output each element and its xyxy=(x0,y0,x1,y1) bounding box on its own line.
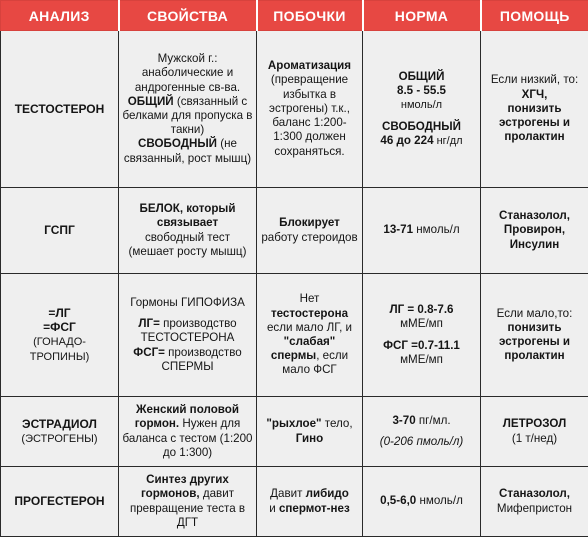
header-analysis: АНАЛИЗ xyxy=(1,1,119,31)
row-name xyxy=(1,274,119,397)
properties-text: давит превращение теста в ДГТ xyxy=(130,487,245,528)
norm-value: ФСГ =0.7-11.1 xyxy=(383,339,460,352)
row-name-main: ЭСТРАДИОЛ xyxy=(22,417,97,431)
side-effects-bold: Блокирует xyxy=(279,216,340,229)
header-norm: НОРМА xyxy=(363,1,481,31)
side-effects-bold: Гино xyxy=(296,432,324,445)
properties-bold: ФСГ= xyxy=(133,346,165,359)
norm-cell xyxy=(363,31,481,188)
norm-unit: нмоль/л xyxy=(401,99,442,111)
norm-label: ОБЩИЙ xyxy=(399,70,445,83)
norm-label: СВОБОДНЫЙ xyxy=(382,120,461,133)
table-row xyxy=(1,467,588,537)
norm-value: 8.5 - 55.5 xyxy=(397,84,446,97)
side-effects-bold: спермот-нез xyxy=(279,502,350,515)
norm-unit: нмоль/л xyxy=(416,494,463,507)
properties-text: производство ТЕСТОСТЕРОНА xyxy=(141,317,237,344)
help-text: Мифепристон xyxy=(497,502,572,515)
help-bold: ЛЕТРОЗОЛ xyxy=(503,417,567,430)
properties-bold: Женский половой гормон. xyxy=(135,403,239,430)
help-cell xyxy=(481,467,588,537)
help-bold: Станазолол, xyxy=(499,487,570,500)
side-effects-cell xyxy=(257,31,363,188)
properties-text: производство СПЕРМЫ xyxy=(162,346,242,373)
properties-text: Мужской г.: анаболические и андрогенные св-ва. xyxy=(135,52,240,93)
properties-bold: Синтез других гормонов, xyxy=(141,473,229,500)
help-text: Если низкий, то: xyxy=(491,73,578,86)
table-row xyxy=(1,274,588,397)
side-effects-text: Давит xyxy=(270,487,305,500)
properties-cell xyxy=(119,397,257,467)
row-name-sub: (ГОНАДО-ТРОПИНЫ) xyxy=(30,336,90,363)
side-effects-text: работу стероидов xyxy=(261,231,357,244)
norm-unit: мМЕ/мп xyxy=(400,317,443,330)
side-effects-text: тело, xyxy=(322,417,353,430)
header-row xyxy=(1,1,588,31)
norm-unit: мМЕ/мп xyxy=(400,353,443,366)
norm-value: ЛГ = 0.8-7.6 xyxy=(389,303,453,316)
header-side-effects: ПОБОЧКИ xyxy=(257,1,363,31)
row-name-fsh: =ФСГ xyxy=(43,320,76,334)
norm-value: 3-70 xyxy=(392,414,415,427)
norm-unit: пг/мл. xyxy=(416,414,451,427)
header-help: ПОМОЩЬ xyxy=(481,1,588,31)
properties-cell xyxy=(119,274,257,397)
table-row xyxy=(1,31,588,188)
norm-cell xyxy=(363,467,481,537)
norm-cell xyxy=(363,397,481,467)
help-text: Если мало,то: xyxy=(497,307,573,320)
side-effects-cell xyxy=(257,467,363,537)
side-effects-text: (превращение избытка в эстрогены) т.к., баланс 1:200-1:300 должен сохраняться. xyxy=(269,73,350,157)
properties-text: (не связанный, рост мышц) xyxy=(124,137,251,164)
properties-bold: ОБЩИЙ xyxy=(128,95,174,108)
table-row xyxy=(1,397,588,467)
row-name: ГСПГ xyxy=(1,188,119,274)
norm-unit: нг/дл xyxy=(434,135,463,147)
side-effects-text: , если мало ФСГ xyxy=(282,349,348,376)
help-cell xyxy=(481,274,588,397)
row-name xyxy=(1,397,119,467)
norm-cell xyxy=(363,188,481,274)
side-effects-bold: тестостерона xyxy=(271,307,348,320)
properties-cell xyxy=(119,467,257,537)
properties-cell xyxy=(119,31,257,188)
side-effects-bold: либидо xyxy=(306,487,349,500)
side-effects-cell xyxy=(257,274,363,397)
norm-value: 13-71 xyxy=(383,223,413,236)
properties-cell xyxy=(119,188,257,274)
norm-value: 46 до 224 xyxy=(380,134,433,147)
properties-text: Нужен для баланса с тестом (1:200 до 1:300) xyxy=(122,417,252,458)
header-properties: СВОЙСТВА xyxy=(119,1,257,31)
side-effects-cell xyxy=(257,188,363,274)
properties-text: (связанный с белками для пропуска в такни) xyxy=(123,95,253,136)
side-effects-text: Нет xyxy=(300,292,320,305)
help-bold: ХГЧ, xyxy=(522,88,548,101)
side-effects-text: и xyxy=(269,502,279,515)
properties-bold: БЕЛОК, который связывает xyxy=(140,202,236,229)
row-name-sub: (ЭСТРОГЕНЫ) xyxy=(21,433,97,445)
properties-bold: СВОБОДНЫЙ xyxy=(138,137,217,150)
side-effects-bold: "слабая" спермы xyxy=(271,335,335,362)
properties-text: свободный тест (мешает росту мышц) xyxy=(129,231,247,258)
side-effects-text: если мало ЛГ, и xyxy=(267,321,352,334)
norm-unit: нмоль/л xyxy=(413,223,460,236)
row-name: ПРОГЕСТЕРОН xyxy=(1,467,119,537)
norm-value: 0,5-6,0 xyxy=(380,494,416,507)
help-cell xyxy=(481,31,588,188)
row-name-lh: =ЛГ xyxy=(48,306,70,320)
side-effects-bold: Ароматизация xyxy=(268,59,351,72)
properties-bold: ЛГ= xyxy=(138,317,159,330)
row-name: ТЕСТОСТЕРОН xyxy=(1,31,119,188)
side-effects-cell xyxy=(257,397,363,467)
help-cell xyxy=(481,397,588,467)
help-cell: Станазолол, Провирон, Инсулин xyxy=(481,188,588,274)
norm-alt-value: (0-206 пмоль/л) xyxy=(380,435,464,448)
properties-text: Гормоны ГИПОФИЗА xyxy=(130,296,245,309)
norm-cell xyxy=(363,274,481,397)
table-row xyxy=(1,188,588,274)
side-effects-bold: "рыхлое" xyxy=(266,417,321,430)
help-bold: понизить эстрогены и пролактин xyxy=(499,102,570,143)
help-bold: понизить эстрогены и пролактин xyxy=(499,321,570,362)
help-text: (1 т/нед) xyxy=(512,432,557,445)
